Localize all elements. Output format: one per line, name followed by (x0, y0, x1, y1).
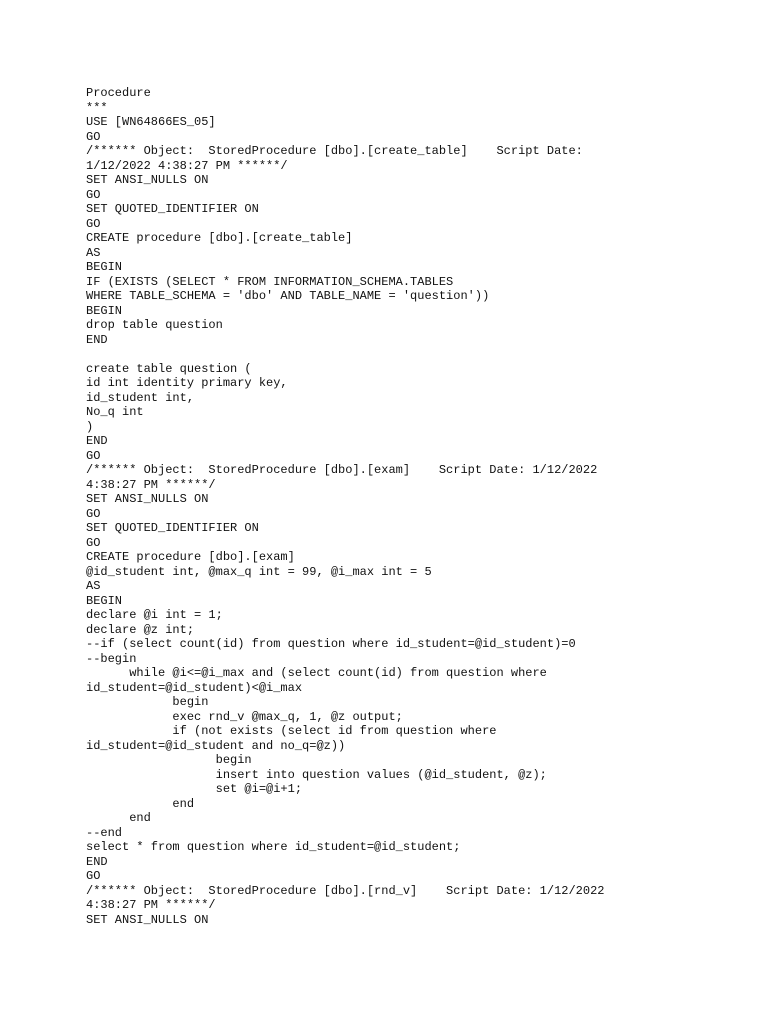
code-line: GO (86, 535, 101, 550)
code-line: SET QUOTED_IDENTIFIER ON (86, 521, 259, 535)
code-line: create table question ( (86, 361, 252, 376)
code-line: begin (86, 753, 252, 767)
code-line: /****** Object: StoredProcedure [dbo].[rnd_v] Script Date: 1/12/2022 (86, 883, 605, 898)
code-line: end (86, 811, 151, 825)
code-line: SET ANSI_NULLS ON (86, 173, 209, 187)
code-line (86, 347, 604, 362)
code-line: ) (86, 419, 94, 434)
code-line: end (86, 796, 195, 811)
code-line: END (86, 332, 108, 347)
code-line: id int identity primary key, (86, 376, 288, 390)
code-line: END (86, 434, 108, 448)
code-line: drop table question (86, 318, 223, 332)
code-line: IF (EXISTS (SELECT * FROM INFORMATION_SCHEMA.TABLES (86, 274, 454, 289)
code-line: /****** Object: StoredProcedure [dbo].[exam] Script Date: 1/12/2022 (86, 463, 598, 477)
code-line: 4:38:27 PM ******/ (86, 898, 216, 912)
code-line: if (not exists (select id from question where (86, 724, 497, 738)
code-line: while @i<=@i_max and (select count(id) from question where (86, 666, 547, 680)
code-line: GO (86, 187, 101, 202)
code-line: BEGIN (86, 260, 123, 274)
code-line: --end (86, 825, 123, 840)
code-line: set @i=@i+1; (86, 782, 303, 796)
code-line: 1/12/2022 4:38:27 PM ******/ (86, 158, 288, 173)
code-line: 4:38:27 PM ******/ (86, 477, 216, 492)
code-line: insert into question values (@id_student, @z); (86, 767, 547, 782)
code-line: AS (86, 579, 101, 593)
code-line: exec rnd_v @max_q, 1, @z output; (86, 709, 403, 724)
code-line: declare @i int = 1; (86, 608, 223, 622)
code-line: END (86, 854, 108, 869)
code-line: select * from question where id_student=@id_student; (86, 840, 461, 854)
code-line: GO (86, 216, 101, 231)
code-line: CREATE procedure [dbo].[exam] (86, 550, 295, 564)
code-line: BEGIN (86, 303, 123, 318)
code-line: declare @z int; (86, 622, 195, 637)
code-line: Procedure (86, 86, 151, 100)
code-line: @id_student int, @max_q int = 99, @i_max int = 5 (86, 564, 432, 579)
code-line: BEGIN (86, 593, 123, 608)
code-line: id_student int, (86, 390, 195, 405)
code-line: *** (86, 100, 108, 115)
code-line: SET ANSI_NULLS ON (86, 912, 209, 927)
code-line: CREATE procedure [dbo].[create_table] (86, 231, 353, 245)
code-line: id_student=@id_student and no_q=@z)) (86, 738, 346, 753)
code-line: SET ANSI_NULLS ON (86, 492, 209, 506)
code-line: AS (86, 245, 101, 260)
code-line: No_q int (86, 405, 144, 419)
code-line: GO (86, 869, 101, 883)
code-line: --begin (86, 651, 137, 666)
code-line: SET QUOTED_IDENTIFIER ON (86, 202, 259, 216)
code-line: begin (86, 695, 209, 709)
code-line: GO (86, 448, 101, 463)
code-line: GO (86, 129, 101, 144)
code-line: USE [WN64866ES_05] (86, 115, 216, 129)
sql-code-block (86, 86, 604, 927)
code-line: GO (86, 506, 101, 521)
code-line: WHERE TABLE_SCHEMA = 'dbo' AND TABLE_NAME = 'question')) (86, 289, 490, 303)
code-line: id_student=@id_student)<@i_max (86, 680, 303, 695)
code-line: --if (select count(id) from question where id_student=@id_student)=0 (86, 637, 576, 651)
code-line: /****** Object: StoredProcedure [dbo].[create_table] Script Date: (86, 144, 583, 158)
